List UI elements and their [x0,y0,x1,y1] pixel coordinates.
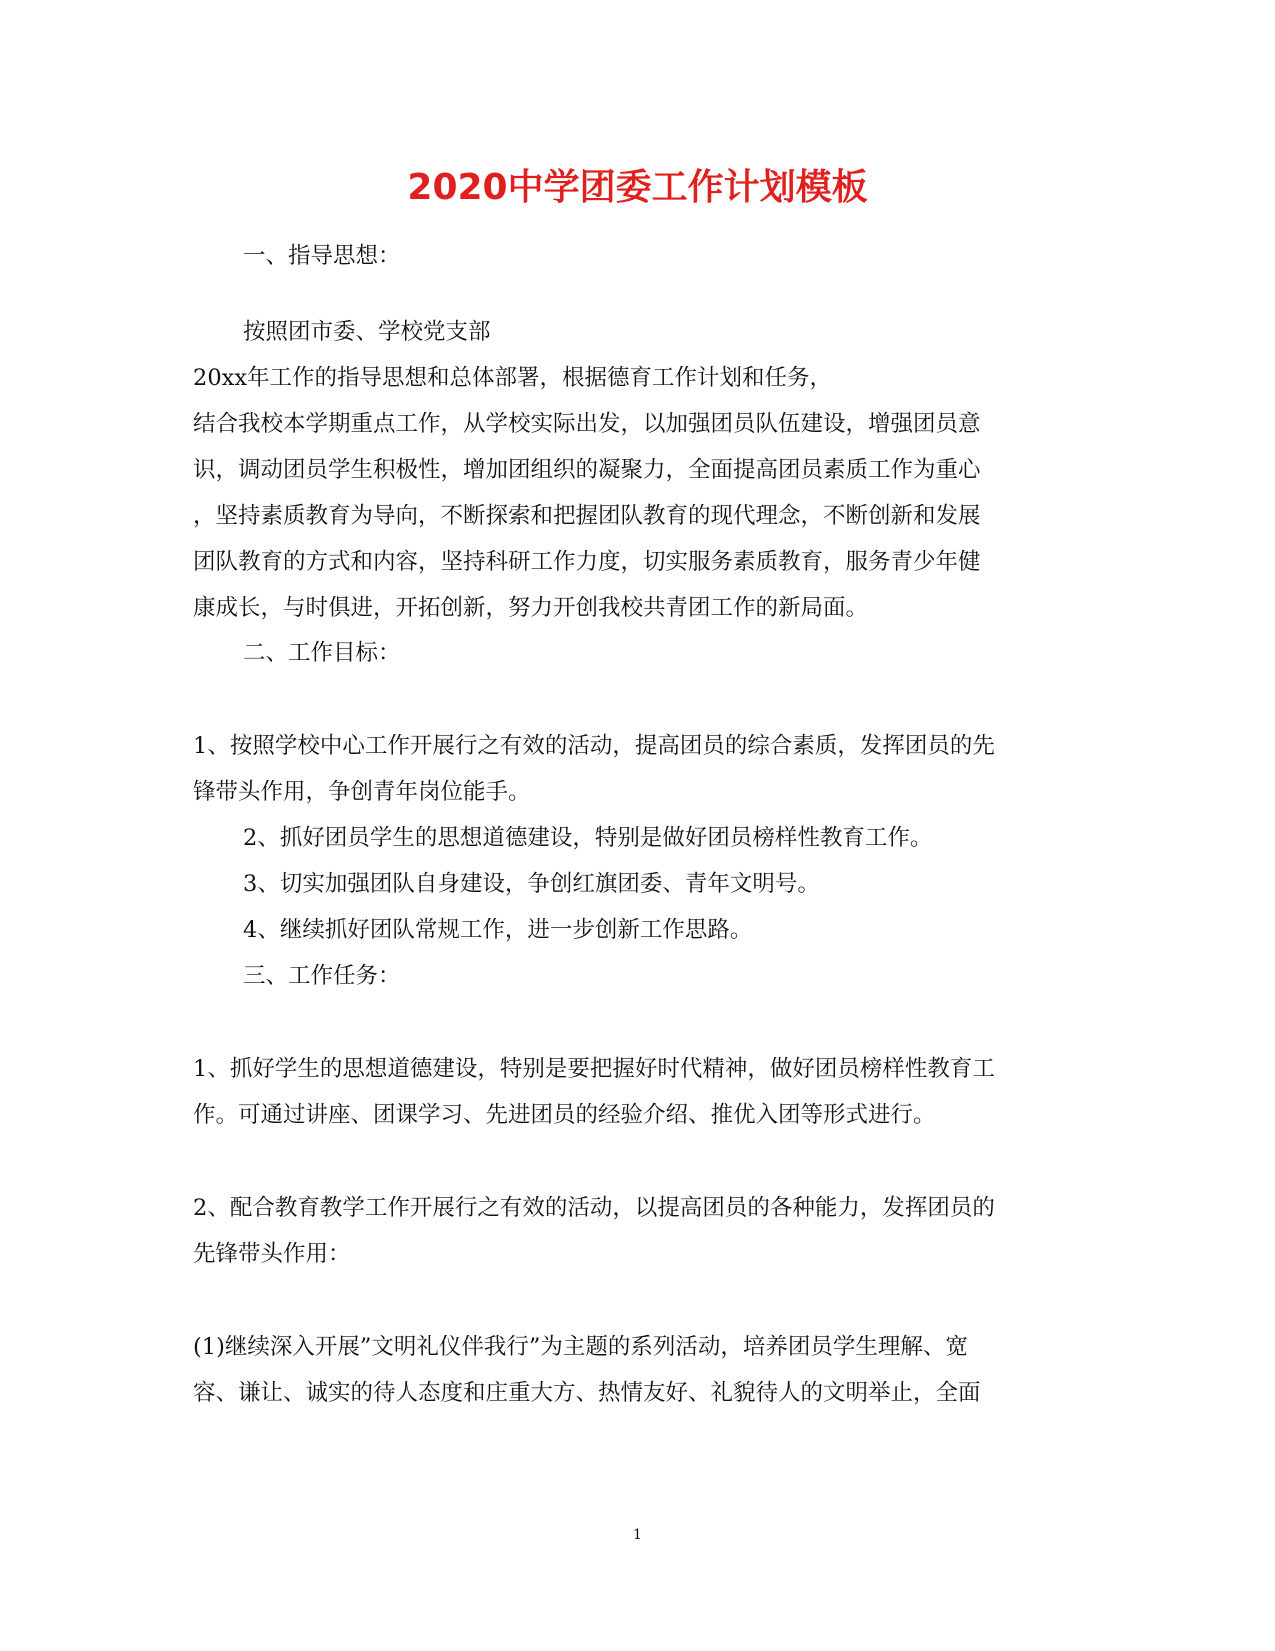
list-item: 4、继续抓好团队常规工作，进一步创新工作思路。 [243,917,753,943]
paragraph-line: 团队教育的方式和内容，坚持科研工作力度，切实服务素质教育，服务青少年健 [193,549,981,575]
paragraph-line: 1、按照学校中心工作开展行之有效的活动，提高团员的综合素质，发挥团员的先 [193,733,995,759]
paragraph-line: 按照团市委、学校党支部 [243,319,491,345]
paragraph-line: 20xx年工作的指导思想和总体部署，根据德育工作计划和任务， [193,365,833,391]
section-heading-guiding-ideology: 一、指导思想： [243,243,401,269]
paragraph-line: 1、抓好学生的思想道德建设，特别是要把握好时代精神，做好团员榜样性教育工 [193,1056,995,1082]
page-number: 1 [633,1527,642,1543]
paragraph-line: ，坚持素质教育为导向，不断探索和把握团队教育的现代理念，不断创新和发展 [193,503,981,529]
section-heading-work-goals: 二、工作目标： [243,640,401,666]
paragraph-line: 结合我校本学期重点工作，从学校实际出发，以加强团员队伍建设，增强团员意 [193,411,981,437]
document-title: 2020中学团委工作计划模板 [407,167,868,208]
paragraph-line: 先锋带头作用： [193,1241,351,1267]
paragraph-line: (1)继续深入开展”文明礼仪伴我行”为主题的系列活动，培养团员学生理解、宽 [193,1334,968,1360]
section-heading-work-tasks: 三、工作任务： [243,963,401,989]
paragraph-line: 康成长，与时俱进，开拓创新，努力开创我校共青团工作的新局面。 [193,595,869,621]
paragraph-line: 锋带头作用，争创青年岗位能手。 [193,779,531,805]
list-item: 2、抓好团员学生的思想道德建设，特别是做好团员榜样性教育工作。 [243,825,933,851]
paragraph-line: 2、配合教育教学工作开展行之有效的活动，以提高团员的各种能力，发挥团员的 [193,1195,995,1221]
paragraph-line: 容、谦让、诚实的待人态度和庄重大方、热情友好、礼貌待人的文明举止，全面 [193,1380,981,1406]
paragraph-line: 识，调动团员学生积极性，增加团组织的凝聚力，全面提高团员素质工作为重心 [193,457,981,483]
list-item: 3、切实加强团队自身建设，争创红旗团委、青年文明号。 [243,871,820,897]
paragraph-line: 作。可通过讲座、团课学习、先进团员的经验介绍、推优入团等形式进行。 [193,1102,936,1128]
